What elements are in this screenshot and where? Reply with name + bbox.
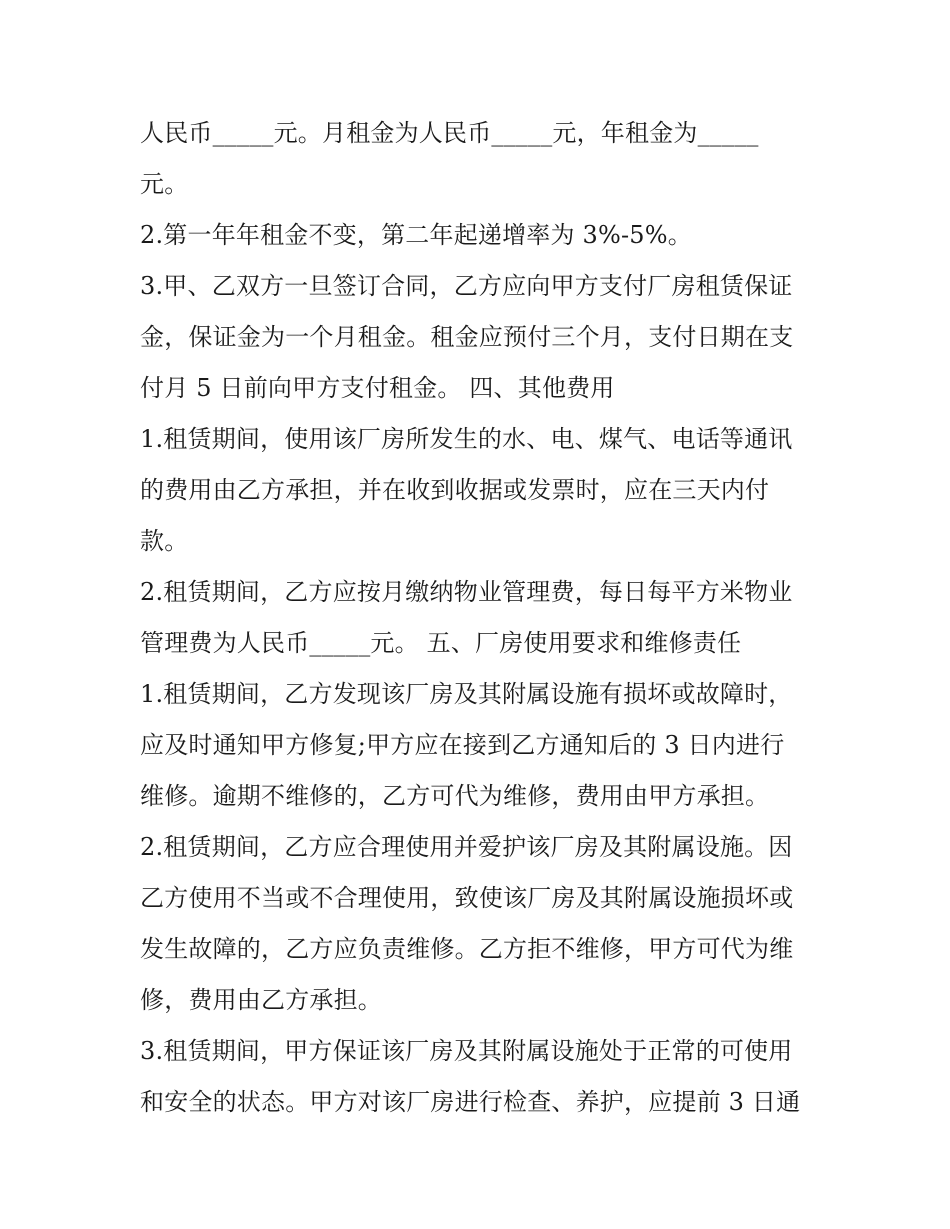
text-line: 1.租赁期间，使用该厂房所发生的水、电、煤气、电话等通讯	[140, 425, 793, 453]
text-line: 3.甲、乙双方一旦签订合同，乙方应向甲方支付厂房租赁保证	[140, 272, 793, 300]
text-line: 维修。逾期不维修的，乙方可代为维修，费用由甲方承担。	[140, 782, 770, 810]
text-line: 的费用由乙方承担，并在收到收据或发票时，应在三天内付	[140, 476, 770, 504]
text-line: 2.租赁期间，乙方应合理使用并爱护该厂房及其附属设施。因	[140, 833, 793, 861]
text-line: 2.第一年年租金不变，第二年起递增率为 3%-5%。	[140, 221, 692, 249]
text-line: 发生故障的，乙方应负责维修。乙方拒不维修，甲方可代为维	[140, 935, 794, 963]
text-line: 应及时通知甲方修复;甲方应在接到乙方通知后的 3 日内进行	[140, 731, 785, 759]
text-line: 乙方使用不当或不合理使用，致使该厂房及其附属设施损坏或	[140, 884, 794, 912]
text-line: 3.租赁期间，甲方保证该厂房及其附属设施处于正常的可使用	[140, 1037, 793, 1065]
text-line: 付月 5 日前向甲方支付租金。 四、其他费用	[140, 374, 615, 402]
text-line: 修，费用由乙方承担。	[140, 986, 382, 1014]
text-line: 款。	[140, 527, 189, 555]
document-body	[140, 108, 820, 1128]
text-line: 2.租赁期间，乙方应按月缴纳物业管理费，每日每平方米物业	[140, 578, 793, 606]
text-line: 1.租赁期间，乙方发现该厂房及其附属设施有损坏或故障时，	[140, 680, 793, 708]
text-line: 和安全的状态。甲方对该厂房进行检查、养护，应提前 3 日通	[140, 1088, 801, 1116]
text-line: 元。	[140, 170, 189, 198]
text-line: 金，保证金为一个月租金。租金应预付三个月，支付日期在支	[140, 323, 794, 351]
text-line: 人民币_____元。月租金为人民币_____元，年租金为_____	[140, 119, 759, 147]
text-line: 管理费为人民币_____元。 五、厂房使用要求和维修责任	[140, 629, 742, 657]
